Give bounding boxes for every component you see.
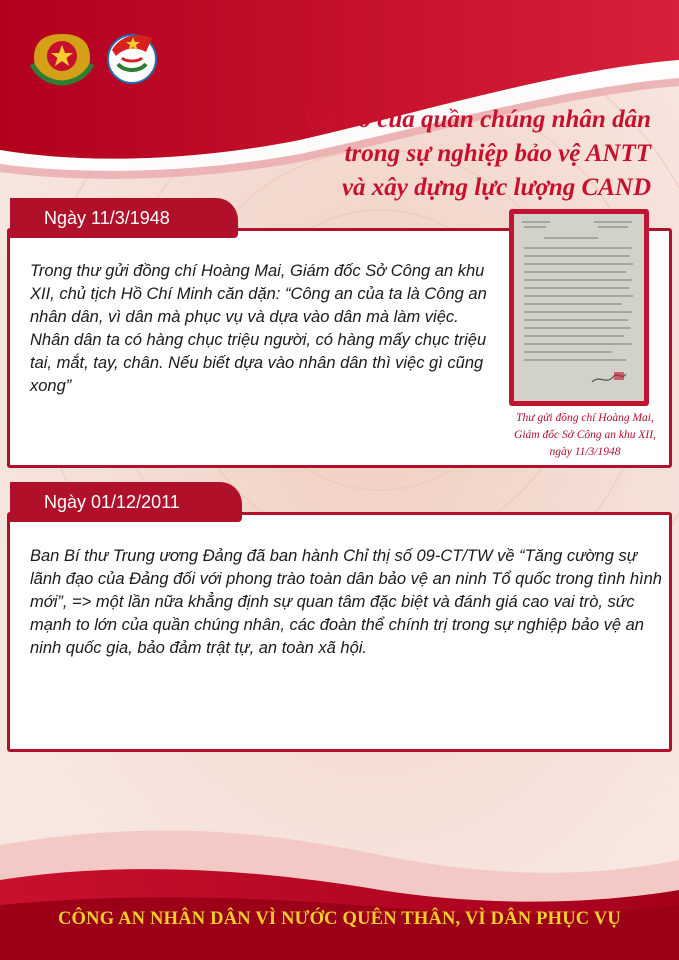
caption-line-1: Thư gửi đồng chí Hoàng Mai, <box>516 412 654 424</box>
letter-document-icon <box>514 214 644 401</box>
letter-photo-caption <box>500 410 670 461</box>
police-emblem-icon <box>28 30 96 86</box>
section-2-text: Ban Bí thư Trung ương Đảng đã ban hành Chỉ thị số 09-CT/TW về “Tăng cường sự lãnh đạo của Đảng đối với phong trào toàn dân bảo vệ an ninh Tổ quốc trong tình hình mới”, => một lần nữa khẳng định sự quan tâm đặc biệt và đánh giá cao vai trò, sức mạnh to lớn của quần chúng nhân, các đoàn thể chính trị trong sự nghiệp bảo vệ an ninh quốc gia, bảo đảm trật tự, an toàn xã hội. <box>30 547 662 657</box>
letter-photo <box>509 209 649 406</box>
section-2-date-tab: Ngày 01/12/2011 <box>10 482 242 522</box>
caption-line-2: Giám đốc Sở Công an khu XII, <box>514 429 656 441</box>
title-line-2: trong sự nghiệp bảo vệ ANTT <box>344 140 651 167</box>
youth-union-emblem-icon <box>106 28 158 86</box>
title-line-3: và xây dựng lực lượng CAND <box>341 174 651 201</box>
section-1-date-tab: Ngày 11/3/1948 <box>10 198 238 238</box>
page-title <box>231 103 651 205</box>
footer-slogan: CÔNG AN NHÂN DÂN VÌ NƯỚC QUÊN THÂN, VÌ DÂN PHỤC VỤ <box>58 909 621 929</box>
title-line-1: Vai trò của quần chúng nhân dân <box>302 106 651 133</box>
caption-line-3: ngày 11/3/1948 <box>549 446 621 458</box>
section-1-text: Trong thư gửi đồng chí Hoàng Mai, Giám đốc Sở Công an khu XII, chủ tịch Hồ Chí Minh căn dặn: “Công an của ta là Công an nhân dân, vì dân mà phục vụ và dựa vào dân mà làm việc. Nhân dân ta có hàng chục triệu người, có hàng mấy chục triệu tai, mắt, tay, chân. Nếu biết dựa vào nhân dân thì việc gì cũng xong” <box>30 262 487 395</box>
